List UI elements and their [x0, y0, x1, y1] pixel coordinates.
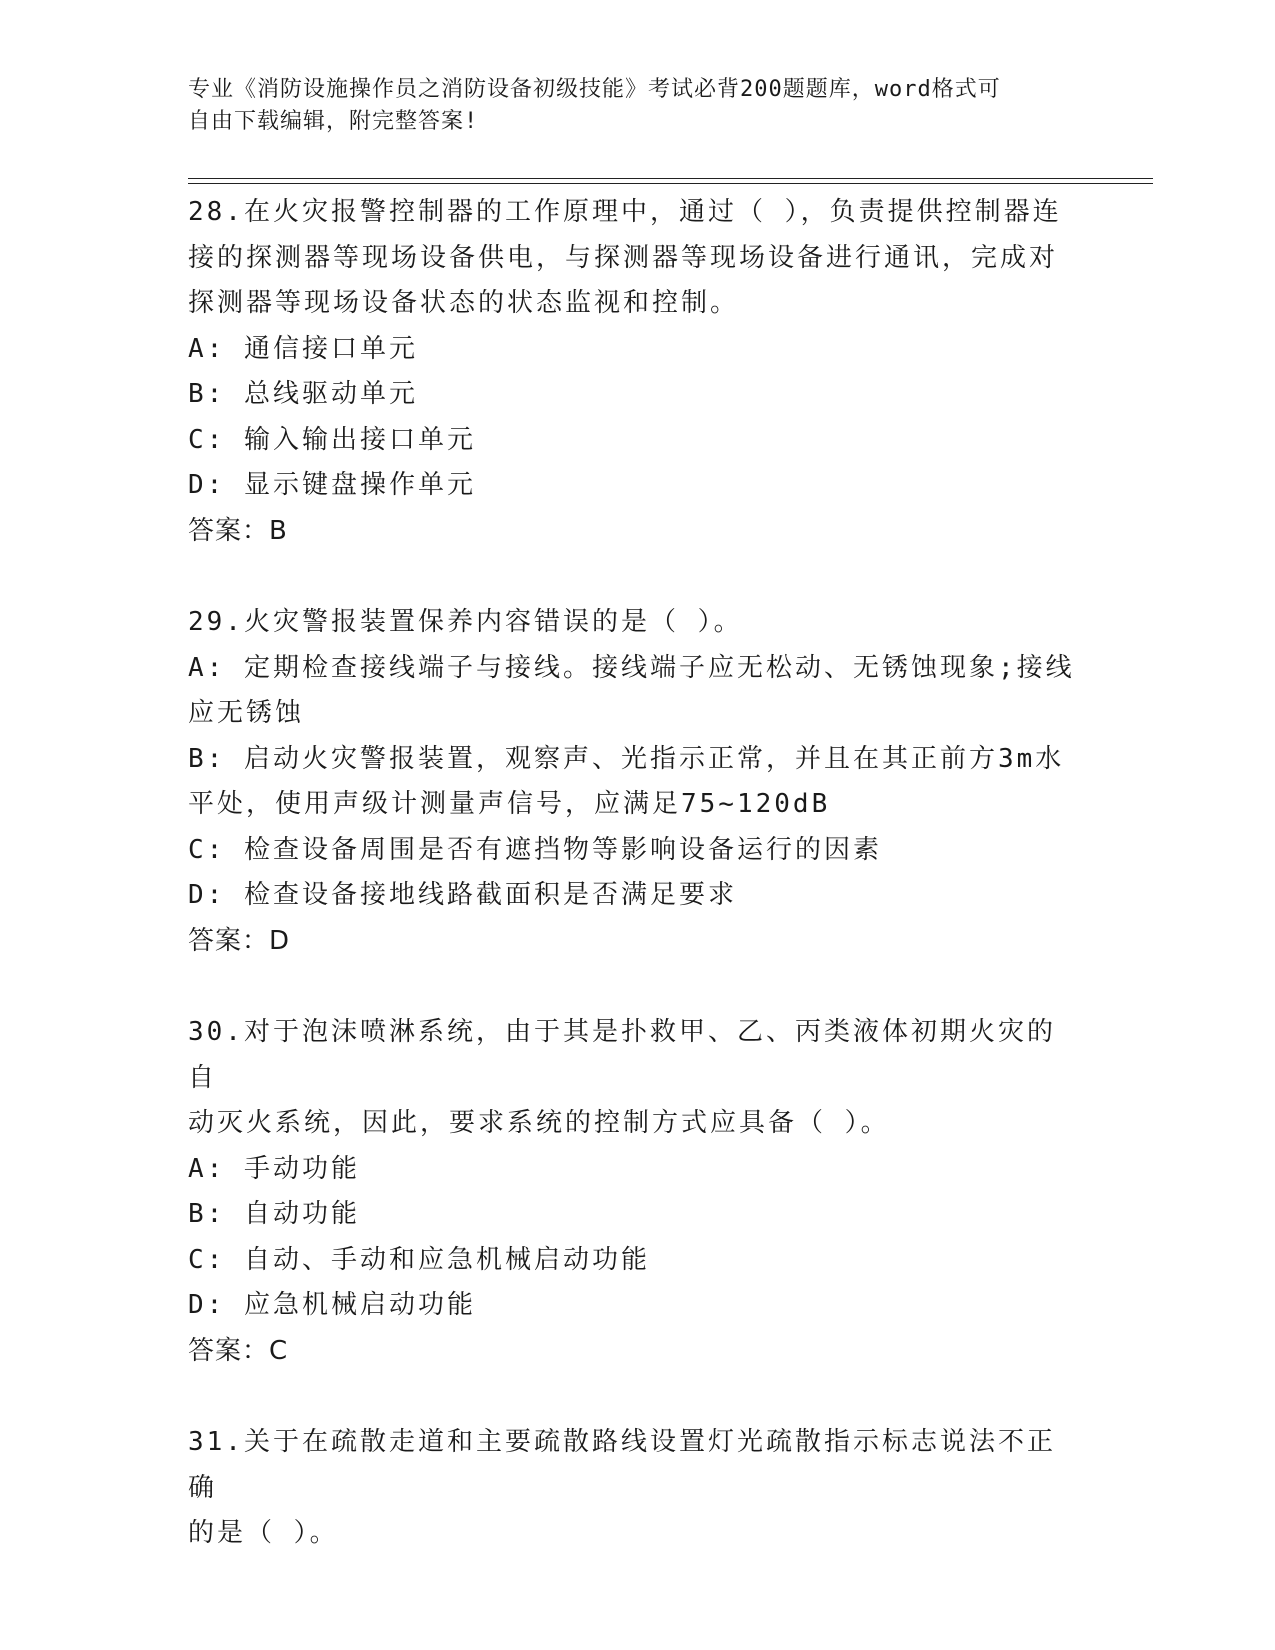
question-stem-line: 探测器等现场设备状态的状态监视和控制。 — [188, 288, 740, 318]
question-stem-line: 28.在火灾报警控制器的工作原理中，通过（ ），负责提供控制器连 — [188, 197, 1062, 227]
option-a: A: 通信接口单元 — [188, 333, 418, 364]
question-31 — [188, 1420, 1078, 1557]
option-a-continued: 应无锈蚀 — [188, 698, 305, 728]
header-line-2: 自由下载编辑，附完整答案! — [188, 109, 479, 134]
question-stem-line: 动灭火系统，因此，要求系统的控制方式应具备（ ）。 — [188, 1108, 890, 1138]
question-30 — [188, 1010, 1078, 1374]
option-b: B: 启动火灾警报装置，观察声、光指示正常，并且在其正前方3m水 — [188, 743, 1065, 774]
header-divider — [188, 178, 1153, 184]
question-stem-line: 30.对于泡沫喷淋系统，由于其是扑救甲、乙、丙类液体初期火灾的自 — [188, 1017, 1056, 1093]
option-d: D: 应急机械启动功能 — [188, 1290, 476, 1320]
question-stem-line: 接的探测器等现场设备供电，与探测器等现场设备进行通讯，完成对 — [188, 242, 1059, 273]
option-c: C: 检查设备周围是否有遮挡物等影响设备运行的因素 — [188, 834, 882, 865]
header-line-1: 专业《消防设施操作员之消防设备初级技能》考试必背200题题库，word格式可 — [188, 77, 1001, 102]
option-a: A: 手动功能 — [188, 1153, 360, 1184]
option-d: D: 检查设备接地线路截面积是否满足要求 — [188, 880, 737, 910]
question-stem-line: 29.火灾警报装置保养内容错误的是（ ）。 — [188, 607, 743, 637]
option-d: D: 显示键盘操作单元 — [188, 470, 476, 500]
question-stem-line: 31.关于在疏散走道和主要疏散路线设置灯光疏散指示标志说法不正确 — [188, 1427, 1056, 1503]
question-stem-line: 的是（ ）。 — [188, 1518, 339, 1548]
answer-label: 答案：C — [188, 1335, 289, 1366]
question-29 — [188, 600, 1078, 964]
question-28 — [188, 190, 1078, 554]
option-c: C: 输入输出接口单元 — [188, 424, 476, 455]
document-header — [188, 74, 1068, 138]
option-c: C: 自动、手动和应急机械启动功能 — [188, 1244, 650, 1275]
question-list — [188, 190, 1078, 1603]
answer-label: 答案：B — [188, 515, 288, 546]
answer-label: 答案：D — [188, 925, 291, 956]
option-a: A: 定期检查接线端子与接线。接线端子应无松动、无锈蚀现象;接线 — [188, 652, 1075, 683]
option-b-continued: 平处，使用声级计测量声信号，应满足75~120dB — [188, 789, 831, 819]
option-b: B: 自动功能 — [188, 1199, 360, 1229]
option-b: B: 总线驱动单元 — [188, 379, 418, 409]
